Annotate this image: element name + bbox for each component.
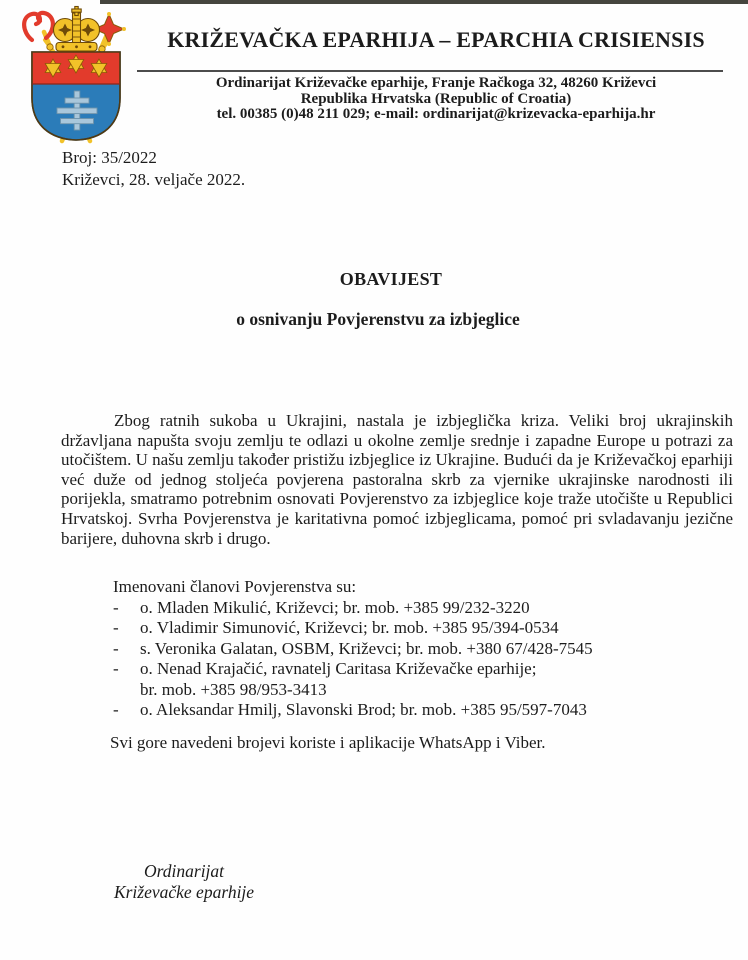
committee-intro: Imenovani članovi Povjerenstva su:	[113, 577, 357, 596]
whatsapp-viber-note: Svi gore navedeni brojevi koriste i aplikacije WhatsApp i Viber.	[110, 733, 546, 752]
document-place-date: Križevci, 28. veljače 2022.	[62, 169, 246, 189]
member-dash: -	[113, 638, 119, 658]
body-paragraph: Zbog ratnih sukoba u Ukrajini, nastala je izbjeglička kriza. Veliki broj ukrajinskih državljana napušta svoju zemlju te odlazi u okolne zemlje srednje i zapadne Europe u potrazi za utočištem. U našu zemlju također pristižu izbjeglice iz Ukrajine. Budući da je Križevačkoj eparhiji već duže od jednog stoljeća povjerena pastoralna skrb za vjernike ukrajinske narodnosti ili porijekla, smatramo potrebnim osnovati Povjerenstvo za izbjeglice koje traže utočište u Republici Hrvatskoj. Svrha Povjerenstva je karitativna pomoć izbjeglicama, pomoć pri svladavanju jezične barijere, duhovna skrb i drugo.	[61, 411, 733, 548]
notice-title: OBAVIJEST	[339, 269, 443, 289]
letterhead-title: KRIŽEVAČKA EPARHIJA – EPARCHIA CRISIENSIS	[167, 27, 705, 52]
member-dash: -	[113, 597, 119, 617]
document-meta	[62, 147, 245, 190]
committee-member-row	[113, 618, 593, 639]
committee-member-row	[113, 639, 593, 660]
member-dash	[113, 680, 140, 701]
committee-member-row	[113, 659, 593, 680]
member-text: o. Vladimir Simunović, Križevci; br. mob. +385 95/394-0534	[140, 618, 559, 637]
committee-member-row	[113, 598, 593, 619]
member-text: o. Nenad Krajačić, ravnatelj Caritasa Križevačke eparhije;	[140, 659, 537, 678]
signature-line-2: Križevačke eparhije	[113, 881, 255, 902]
coat-of-arms	[8, 4, 130, 144]
member-text: o. Aleksandar Hmilj, Slavonski Brod; br. mob. +385 95/597-7043	[140, 700, 587, 719]
committee-list	[113, 577, 593, 721]
signature-line-1: Ordinarijat	[143, 861, 225, 881]
letterhead-address-line-2: Republika Hrvatska (Republic of Croatia)	[300, 90, 572, 107]
document-number: Broj: 35/2022	[62, 148, 157, 167]
member-dash: -	[113, 659, 119, 678]
letterhead-address	[133, 76, 739, 123]
shield	[32, 52, 120, 140]
letterhead-rule	[137, 70, 723, 72]
signature-block	[64, 861, 304, 902]
member-text: br. mob. +385 98/953-3413	[140, 679, 327, 699]
photo-top-edge-line	[100, 0, 748, 4]
letterhead-address-line-3: tel. 00385 (0)48 211 029; e-mail: ordinarijat@krizevacka-eparhija.hr	[216, 106, 656, 123]
notice-subtitle: o osnivanju Povjerenstvu za izbjeglice	[236, 309, 520, 329]
letterhead-address-line-1: Ordinarijat Križevačke eparhije, Franje Račkoga 32, 48260 Križevci	[215, 75, 657, 91]
member-text: o. Mladen Mikulić, Križevci; br. mob. +385 99/232-3220	[140, 597, 530, 617]
member-dash: -	[113, 618, 119, 637]
member-dash: -	[113, 700, 119, 719]
committee-member-continuation-row	[113, 680, 593, 701]
member-text: s. Veronika Galatan, OSBM, Križevci; br. mob. +380 67/428-7545	[140, 638, 593, 658]
crown-icon	[54, 7, 100, 52]
committee-member-row	[113, 700, 593, 721]
